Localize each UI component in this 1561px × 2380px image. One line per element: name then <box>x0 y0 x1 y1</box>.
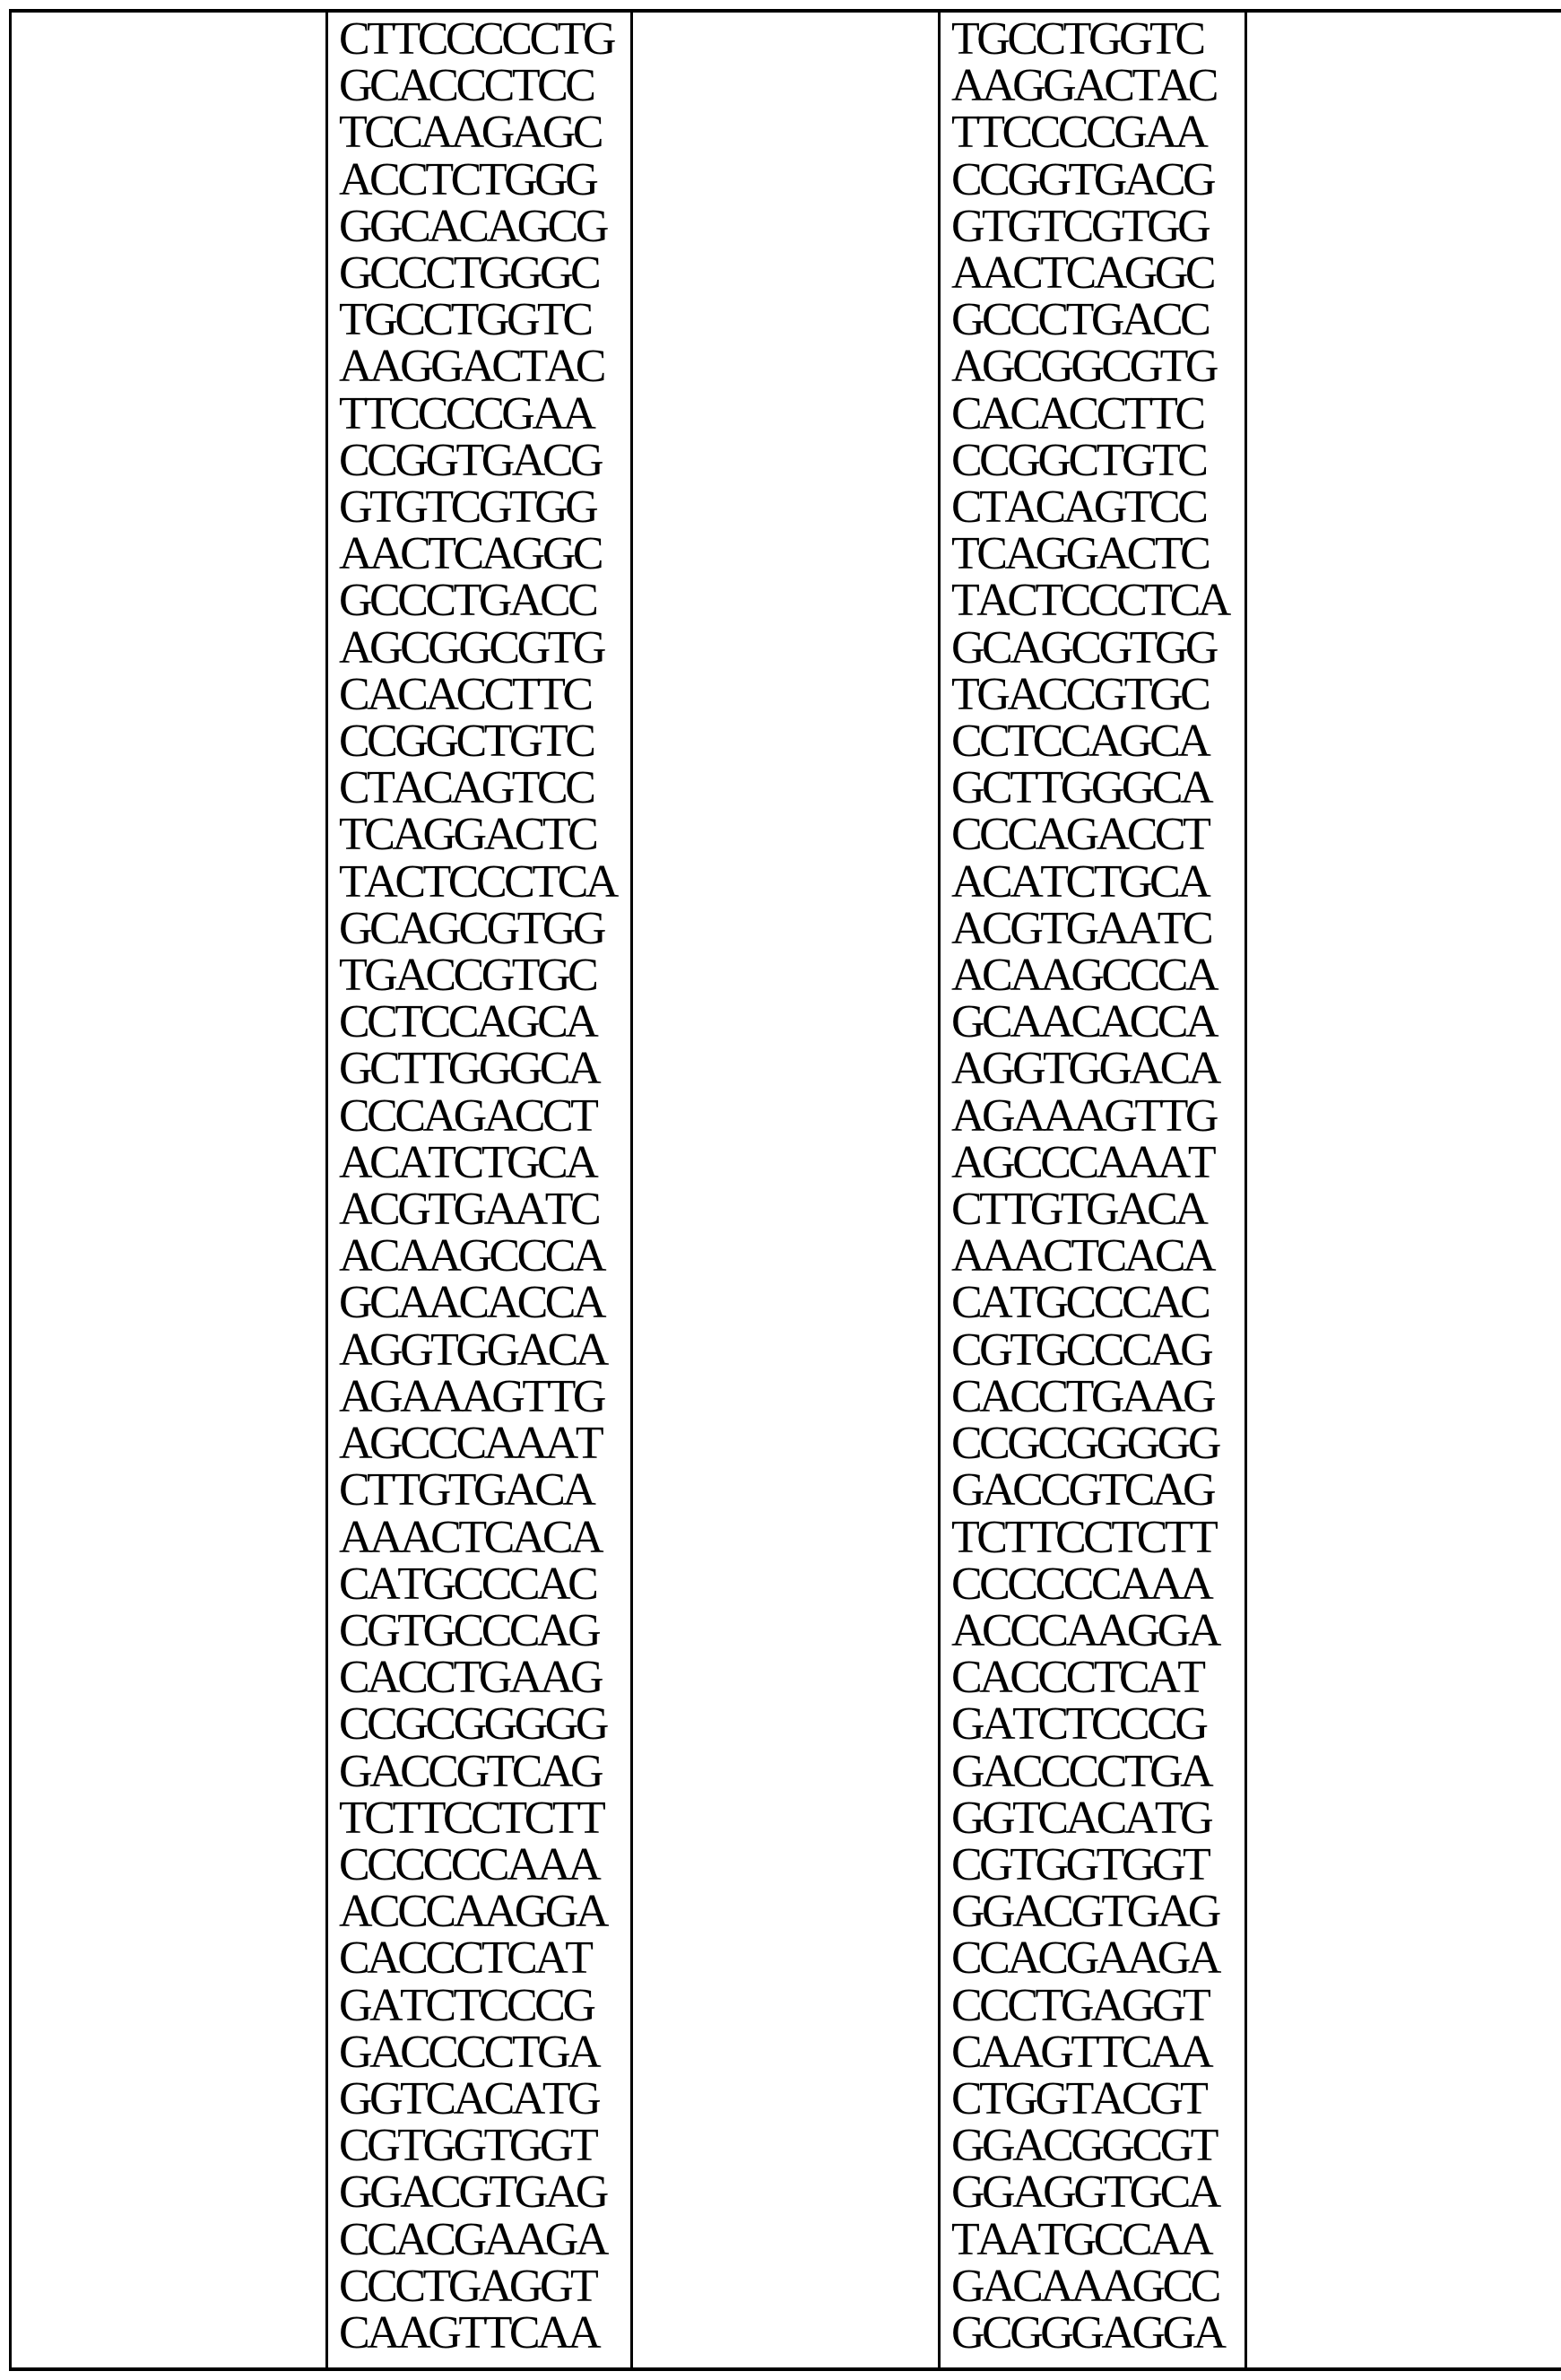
sequence-line: GTGTCGTGG <box>951 200 1209 252</box>
sequence-line: ACAAGCCCA <box>951 950 1216 1002</box>
sequence-line: TCTTCCTCTT <box>339 1792 603 1844</box>
sequence-line: GCCCTGACC <box>339 575 596 627</box>
sequence-line: CCCTGAGGT <box>339 2260 596 2312</box>
sequence-line: CCACGAAGA <box>339 2213 606 2265</box>
sequence-line: AGCGGCGTG <box>339 621 603 673</box>
sequence-line: TGCCTGGTC <box>951 13 1203 65</box>
sequence-line: CCGGTGACG <box>339 434 602 486</box>
sequence-line: GACCCCTGA <box>339 2026 599 2078</box>
sequence-line: AAGGACTAC <box>951 60 1216 112</box>
sequence-line: GCTTGGGCA <box>951 762 1211 814</box>
sequence-line: CGTGCCCAG <box>339 1604 599 1656</box>
sequence-line: AGCGGCGTG <box>951 341 1216 393</box>
sequence-line: AGAAAGTTG <box>339 1370 603 1422</box>
sequence-line: CAAGTTCAA <box>951 2026 1211 2078</box>
sequence-line: CTGGTACGT <box>951 2072 1206 2124</box>
sequence-line: CTACAGTCC <box>951 482 1206 534</box>
sequence-line: TGCCTGGTC <box>339 294 591 346</box>
sequence-line: GCCCTGACC <box>951 294 1209 346</box>
sequence-line: GGCACAGCG <box>339 200 606 252</box>
sequence-line: TACTCCCTCA <box>339 856 616 908</box>
sequence-line: GCAGCGTGG <box>951 621 1216 673</box>
table-column-empty-middle <box>630 13 938 2367</box>
sequence-line: CCTCCAGCA <box>339 996 596 1048</box>
sequence-line: ACATCTGCA <box>951 856 1209 908</box>
sequence-line: GCTTGGGCA <box>339 1043 599 1095</box>
sequence-line: CTTCCCCCTG <box>339 13 613 65</box>
sequence-line: GCAGCGTGG <box>339 902 603 954</box>
sequence-line: GACCGTCAG <box>339 1745 602 1797</box>
sequence-line: GGTCACATG <box>951 1792 1211 1844</box>
sequence-line: GGACGGCGT <box>951 2120 1216 2172</box>
sequence-line: TGACCGTGC <box>339 950 596 1002</box>
sequence-line: GGACGTGAG <box>339 2167 606 2219</box>
sequence-line: AAACTCACA <box>339 1511 602 1563</box>
sequence-line: ACCCAAGGA <box>339 1886 606 1938</box>
sequence-line: GTGTCGTGG <box>339 482 596 534</box>
sequence-line: GACAAAGCC <box>951 2260 1218 2312</box>
sequence-line: GACCGTCAG <box>951 1464 1214 1516</box>
sequence-line: TGACCGTGC <box>951 668 1209 720</box>
sequence-line: GCCCTGGGC <box>339 248 599 300</box>
sequence-line: AAGGACTAC <box>339 341 603 393</box>
sequence-line: AGCCCAAAT <box>951 1136 1214 1188</box>
sequence-line: CCGGCTGTC <box>951 434 1206 486</box>
sequence-line: AAACTCACA <box>951 1230 1214 1282</box>
sequence-line: CCGGTGACG <box>951 153 1214 205</box>
sequence-line: AGCCCAAAT <box>339 1418 602 1470</box>
sequence-line: GCAACACCA <box>339 1277 603 1329</box>
sequence-line: AACTCAGGC <box>951 248 1214 300</box>
sequence-line: CACACCTTC <box>951 387 1203 439</box>
sequence-line: CCCCCCAAA <box>339 1838 599 1890</box>
sequence-line: CACCTGAAG <box>339 1652 602 1704</box>
sequence-line: CAAGTTCAA <box>339 2306 599 2358</box>
sequence-line: GGACGTGAG <box>951 1886 1218 1938</box>
table-column-sequence-b <box>938 13 1244 2367</box>
sequence-line: GATCTCCCG <box>951 1698 1206 1750</box>
sequence-line: CACCCTCAT <box>951 1652 1203 1704</box>
table-column-empty-left <box>12 13 325 2367</box>
sequence-cell-a <box>328 13 630 2357</box>
sequence-line: CGTGCCCAG <box>951 1324 1211 1376</box>
sequence-line: CCCCCCAAA <box>951 1558 1211 1610</box>
sequence-line: AGGTGGACA <box>951 1043 1218 1095</box>
sequence-line: TCAGGACTC <box>951 528 1209 580</box>
sequence-line: TCAGGACTC <box>339 809 596 861</box>
sequence-line: GCAACACCA <box>951 996 1216 1048</box>
sequence-line: GATCTCCCG <box>339 1979 594 2031</box>
sequence-line: TTCCCCGAA <box>951 107 1206 159</box>
sequence-line: CACACCTTC <box>339 668 591 720</box>
sequence-line: CTTGTGACA <box>339 1464 594 1516</box>
sequence-table <box>9 9 1561 2371</box>
sequence-line: ACATCTGCA <box>339 1136 596 1188</box>
sequence-line: CCCTGAGGT <box>951 1979 1209 2031</box>
table-column-sequence-a <box>325 13 630 2367</box>
sequence-line: GCACCCTCC <box>339 60 594 112</box>
sequence-line: GGAGGTGCA <box>951 2167 1218 2219</box>
table-column-empty-right <box>1244 13 1561 2367</box>
sequence-line: CCGCGGGGG <box>339 1698 606 1750</box>
sequence-line: CCCAGACCT <box>339 1090 596 1142</box>
sequence-line: CACCTGAAG <box>951 1370 1214 1422</box>
sequence-line: CATGCCCAC <box>951 1277 1209 1329</box>
sequence-line: ACGTGAATC <box>339 1184 599 1236</box>
sequence-line: CTTGTGACA <box>951 1184 1206 1236</box>
sequence-cell-b <box>941 13 1244 2357</box>
sequence-line: TACTCCCTCA <box>951 575 1228 627</box>
sequence-line: TAATGCCAA <box>951 2213 1211 2265</box>
sequence-line: CTACAGTCC <box>339 762 594 814</box>
sequence-line: ACGTGAATC <box>951 902 1211 954</box>
sequence-line: TTCCCCGAA <box>339 387 594 439</box>
sequence-line: CCGGCTGTC <box>339 716 594 768</box>
sequence-line: CGTGGTGGT <box>339 2120 596 2172</box>
sequence-line: CACCCTCAT <box>339 1933 591 1985</box>
sequence-line: CCCAGACCT <box>951 809 1209 861</box>
sequence-line: CATGCCCAC <box>339 1558 596 1610</box>
sequence-line: AGAAAGTTG <box>951 1090 1216 1142</box>
sequence-line: ACCCAAGGA <box>951 1604 1218 1656</box>
sequence-line: CGTGGTGGT <box>951 1838 1209 1890</box>
sequence-line: AGGTGGACA <box>339 1324 606 1376</box>
sequence-line: TCTTCCTCTT <box>951 1511 1216 1563</box>
sequence-line: ACCTCTGGG <box>339 153 596 205</box>
sequence-line: AACTCAGGC <box>339 528 602 580</box>
sequence-line: GCGGGAGGA <box>951 2306 1224 2358</box>
sequence-line: TCCAAGAGC <box>339 107 602 159</box>
sequence-line: GGTCACATG <box>339 2072 599 2124</box>
sequence-line: CCTCCAGCA <box>951 716 1209 768</box>
sequence-line: CCACGAAGA <box>951 1933 1218 1985</box>
sequence-line: ACAAGCCCA <box>339 1230 603 1282</box>
sequence-line: GACCCCTGA <box>951 1745 1211 1797</box>
sequence-line: CCGCGGGGG <box>951 1418 1218 1470</box>
